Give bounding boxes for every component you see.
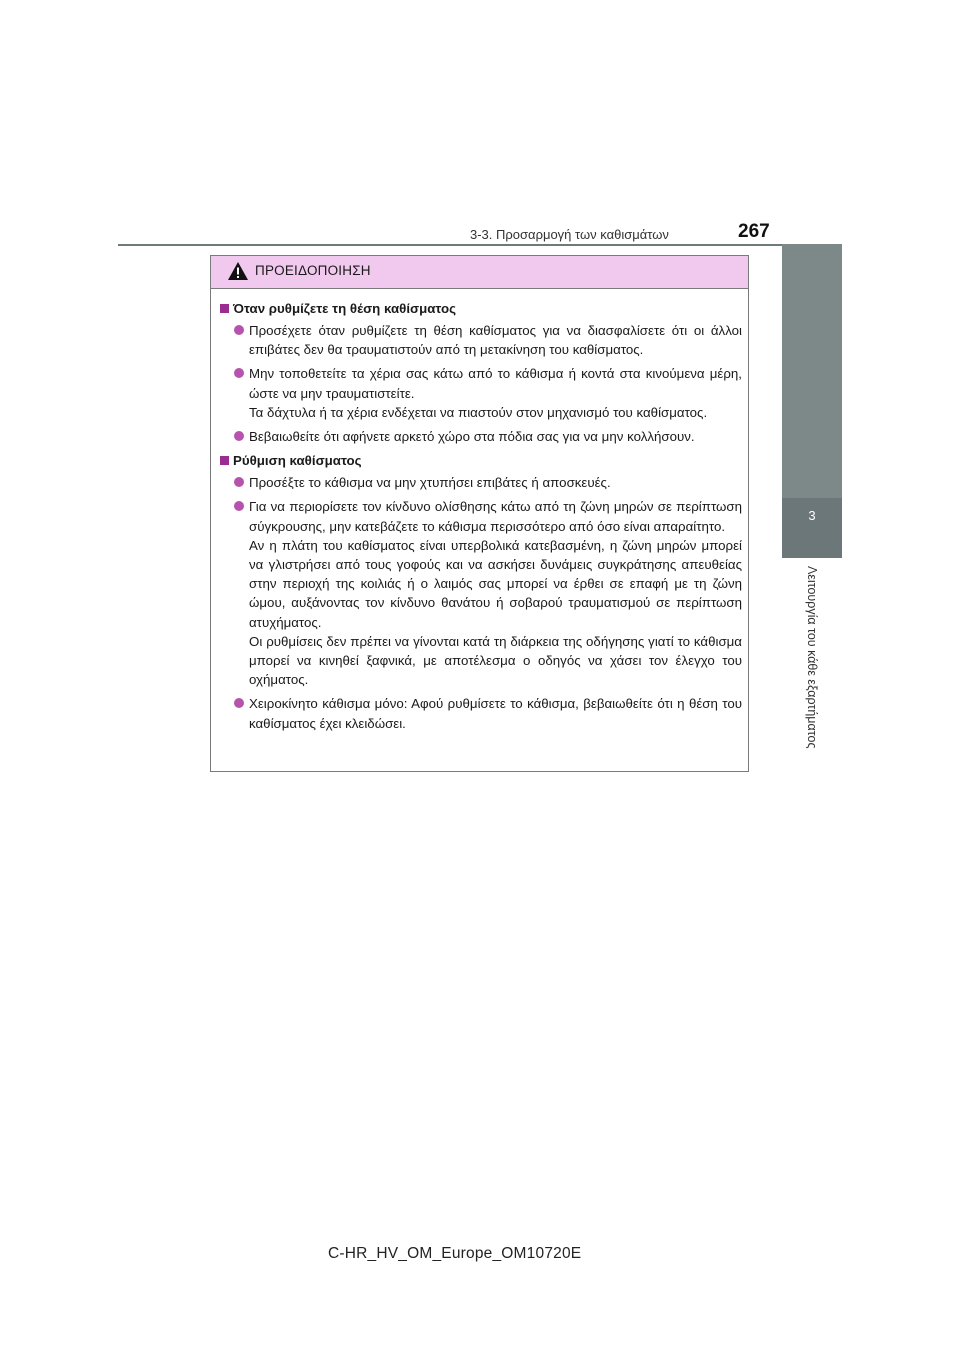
chapter-tab[interactable]: 3: [782, 498, 842, 558]
paragraph: Μην τοποθετείτε τα χέρια σας κάτω από το κάθισμα ή κοντά στα κινούμενα μέρη, ώστε να μην τραυματιστείτε.: [249, 366, 742, 401]
list-item: [219, 694, 742, 732]
warning-box: [210, 255, 749, 772]
paragraph: Τα δάχτυλα ή τα χέρια ενδέχεται να πιαστούν στον μηχανισμό του καθίσματος.: [249, 404, 708, 420]
bullet-dot-icon: [234, 477, 244, 487]
chapter-title: Λειτουργία του κάθε εξαρτήματος: [805, 566, 819, 749]
warning-triangle-icon: [227, 261, 249, 281]
paragraph: Για να περιορίσετε τον κίνδυνο ολίσθησης κάτω από τη ζώνη μηρών σε περίπτωση σύγκρουσης, μην κατεβάζετε το κάθισμα περισσότερο από όσο είναι απαραίτητο.: [249, 499, 742, 534]
paragraph: Βεβαιωθείτε ότι αφήνετε αρκετό χώρο στα πόδια σας για να μην κολλήσουν.: [249, 429, 695, 445]
warning-body: [211, 289, 748, 733]
square-bullet-icon: [220, 456, 229, 465]
list-item: [219, 497, 742, 689]
paragraph: Χειροκίνητο κάθισμα μόνο: Αφού ρυθμίσετε το κάθισμα, βεβαιωθείτε ότι η θέση του καθίσματος έχει κλειδώσει.: [249, 696, 742, 731]
bullet-dot-icon: [234, 368, 244, 378]
header-divider: [118, 244, 840, 246]
paragraph: Αν η πλάτη του καθίσματος είναι υπερβολικά κατεβασμένη, η ζώνη μηρών μπορεί να γλιστρήσει από τους γοφούς και να ασκήσει δυνάμεις συγκράτησης απευθείας στην περιοχή της κοιλιάς ή ο λαιμός σας μπορεί να έρθει σε επαφή με τη ζώνη ώμου, αυξάνοντας τον κίνδυνο θανάτου ή σοβαρού τραυματισμού σε περίπτωση ατυχήματος.: [249, 537, 742, 630]
bullet-dot-icon: [234, 431, 244, 441]
warning-title: ΠΡΟΕΙΔΟΠΟΙΗΣΗ: [255, 263, 371, 278]
bullet-dot-icon: [234, 325, 244, 335]
section-heading: [219, 299, 742, 318]
list-item: [219, 364, 742, 422]
section-heading-text: Ρύθμιση καθίσματος: [233, 453, 362, 469]
section-heading: [219, 451, 742, 470]
list-item: [219, 427, 742, 446]
section-title: 3-3. Προσαρμογή των καθισμάτων: [470, 227, 669, 242]
list-item: [219, 473, 742, 492]
page-number: 267: [738, 221, 770, 242]
bullet-dot-icon: [234, 698, 244, 708]
paragraph: Προσέχετε όταν ρυθμίζετε τη θέση καθίσματος για να διασφαλίσετε ότι οι άλλοι επιβάτες δεν θα τραυματιστούν από τη μετακίνηση του καθίσματος.: [249, 323, 742, 358]
side-strip: [782, 244, 842, 504]
square-bullet-icon: [220, 304, 229, 313]
section-heading-text: Όταν ρυθμίζετε τη θέση καθίσματος: [233, 301, 457, 316]
paragraph: Προσέξτε το κάθισμα να μην χτυπήσει επιβάτες ή αποσκευές.: [249, 475, 611, 491]
list-item: [219, 321, 742, 359]
paragraph: Οι ρυθμίσεις δεν πρέπει να γίνονται κατά τη διάρκεια της οδήγησης γιατί το κάθισμα μπορεί να κινηθεί ξαφνικά, με αποτέλεσμα ο οδηγός να χάσει τον έλεγχο του οχήματος.: [249, 633, 742, 688]
bullet-dot-icon: [234, 501, 244, 511]
document-code: C-HR_HV_OM_Europe_OM10720E: [328, 1245, 582, 1262]
warning-header: [211, 256, 748, 289]
chapter-title-wrap: [798, 566, 826, 796]
